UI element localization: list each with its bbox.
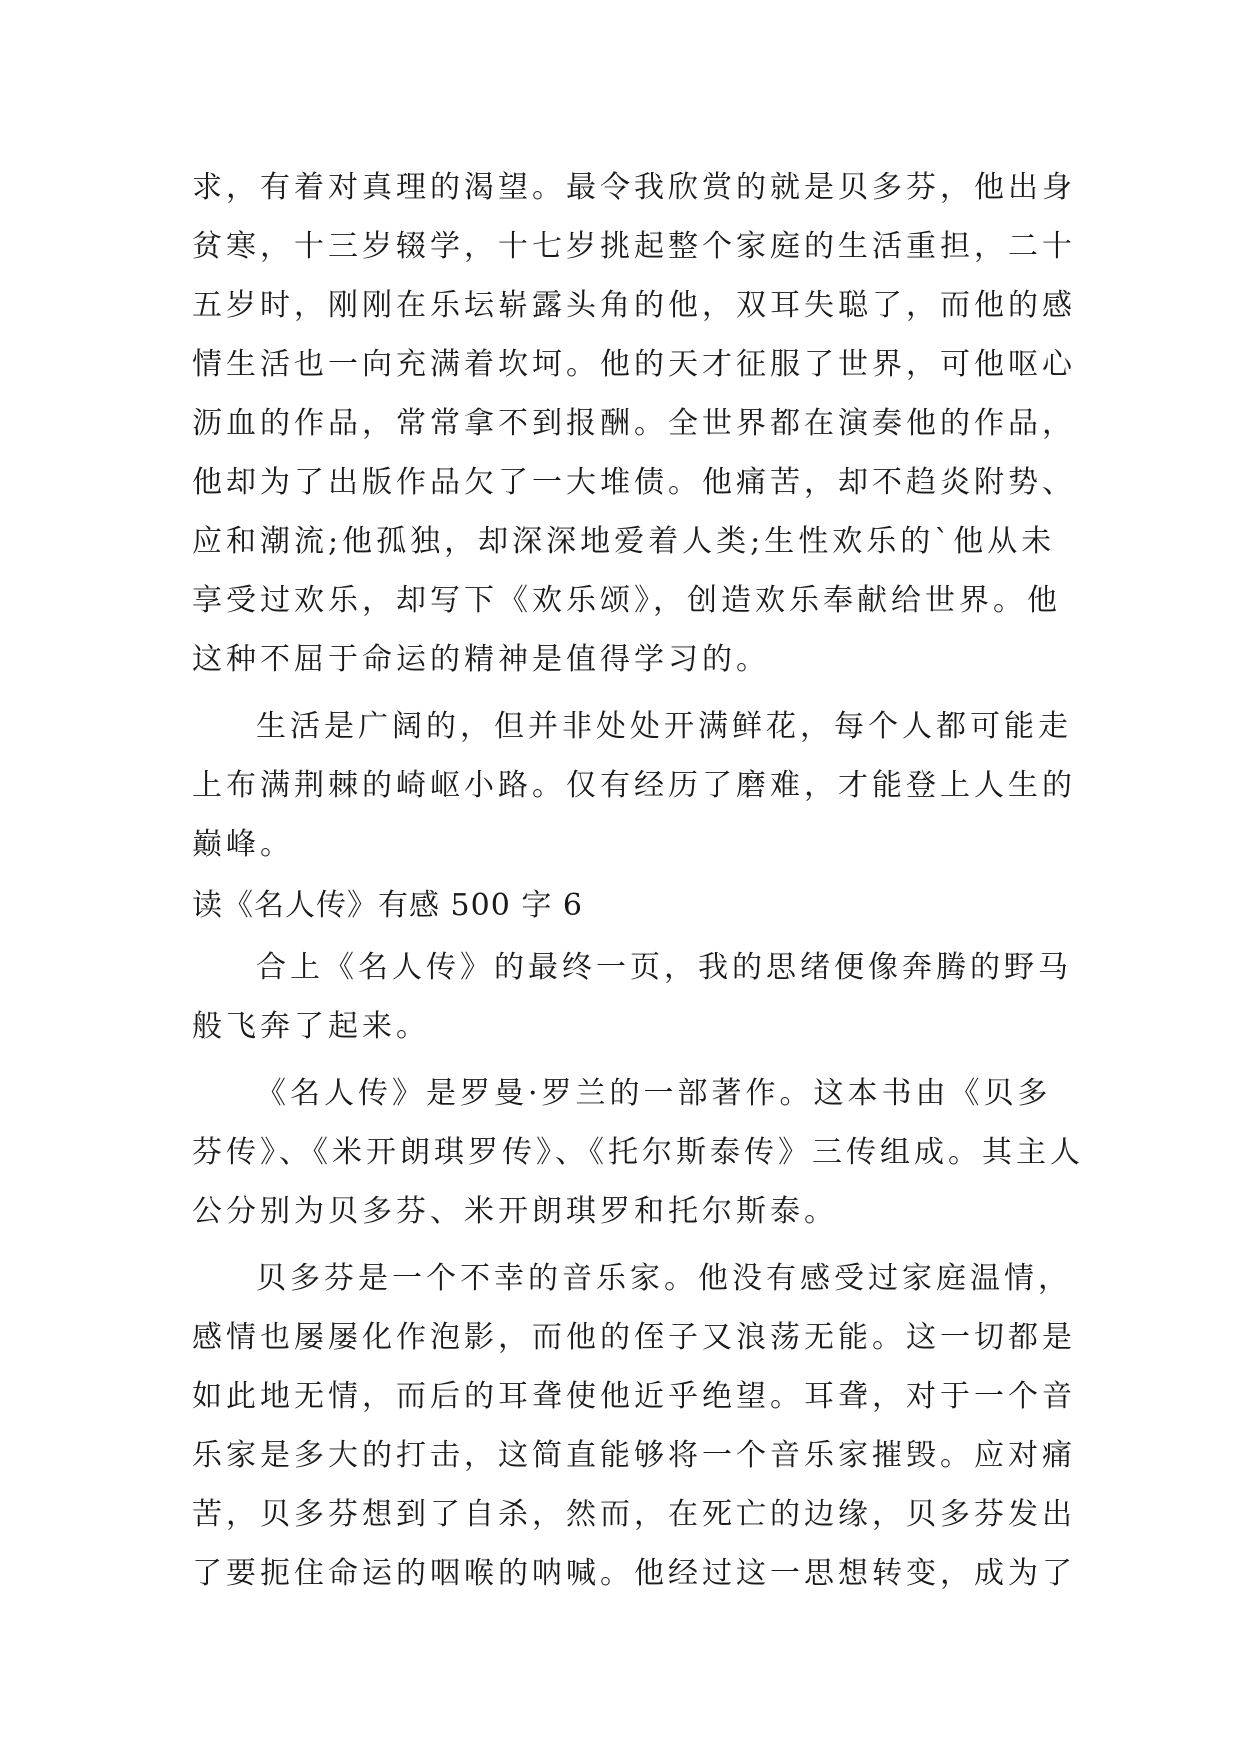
text-line: 情生活也一向充满着坎坷。他的天才征服了世界，可他呕心 — [192, 347, 1076, 382]
section-heading: 读《名人传》有感 500 字 6 — [192, 888, 583, 923]
paragraph-gap — [192, 689, 1052, 697]
paragraph-gap — [192, 1241, 1052, 1249]
text-line: 苦，贝多芬想到了自杀，然而，在死亡的边缘，贝多芬发出 — [192, 1497, 1076, 1532]
text-line: 他却为了出版作品欠了一大堆债。他痛苦，却不趋炎附势、 — [192, 465, 1076, 500]
text-line: 五岁时，刚刚在乐坛崭露头角的他，双耳失聪了，而他的感 — [192, 288, 1076, 323]
text-line: 上布满荆棘的崎岖小路。仅有经历了磨难，才能登上人生的 — [192, 768, 1076, 803]
text-line: 沥血的作品，常常拿不到报酬。全世界都在演奏他的作品， — [192, 406, 1076, 441]
text-line: 感情也屡屡化作泡影，而他的侄子又浪荡无能。这一切都是 — [192, 1320, 1076, 1355]
text-line: 了要扼住命运的咽喉的呐喊。他经过这一思想转变，成为了 — [192, 1556, 1076, 1591]
text-line: 这种不屈于命运的精神是值得学习的。 — [192, 642, 770, 677]
paragraph-first-line: 贝多芬是一个不幸的音乐家。他没有感受过家庭温情， — [256, 1261, 1072, 1296]
text-line: 求，有着对真理的渴望。最令我欣赏的就是贝多芬，他出身 — [192, 170, 1076, 205]
text-line: 公分别为贝多芬、米开朗琪罗和托尔斯泰。 — [192, 1194, 838, 1229]
paragraph-first-line: 生活是广阔的，但并非处处开满鲜花，每个人都可能走 — [256, 709, 1072, 744]
document-page — [192, 158, 1084, 1603]
text-line: 应和潮流;他孤独，却深深地爱着人类;生性欢乐的`他从未 — [192, 524, 1056, 559]
document-body — [192, 158, 1084, 1603]
text-line: 贫寒，十三岁辍学，十七岁挑起整个家庭的生活重担，二十 — [192, 229, 1076, 264]
text-line: 巅峰。 — [192, 827, 294, 862]
text-line: 芬传》、《米开朗琪罗传》、《托尔斯泰传》三传组成。其主人 — [192, 1135, 1084, 1170]
text-line: 般飞奔了起来。 — [192, 1009, 430, 1044]
paragraph-gap — [192, 1056, 1052, 1064]
paragraph-first-line: 合上《名人传》的最终一页，我的思绪便像奔腾的野马 — [256, 950, 1072, 985]
text-line: 乐家是多大的打击，这简直能够将一个音乐家摧毁。应对痛 — [192, 1438, 1076, 1473]
text-line: 享受过欢乐，却写下《欢乐颂》，创造欢乐奉献给世界。他 — [192, 583, 1061, 618]
text-line: 如此地无情，而后的耳聋使他近乎绝望。耳聋，对于一个音 — [192, 1379, 1076, 1414]
paragraph-first-line: 《名人传》是罗曼·罗兰的一部著作。这本书由《贝多 — [256, 1076, 1052, 1111]
